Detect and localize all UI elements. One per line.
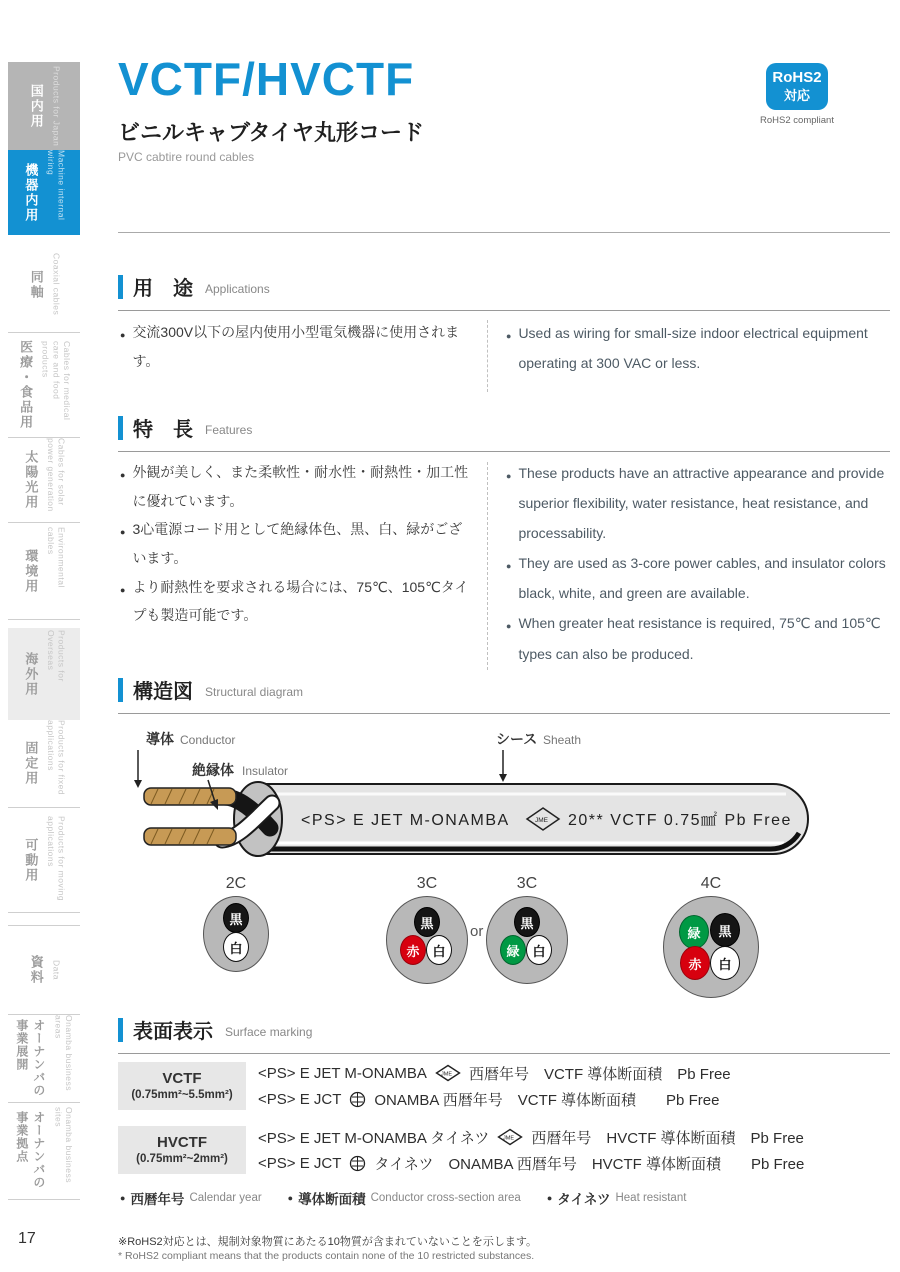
cross-section-4c (663, 875, 759, 998)
features-en-text: They are used as 3-core power cables, and insulator colors black, white, and green are available. (518, 555, 886, 602)
marking-product-range: (0.75mm²~5.5mm²) (131, 1089, 233, 1102)
sidebar-item-label: 資料 (28, 955, 44, 985)
list-item (120, 318, 476, 375)
list-item (120, 458, 476, 515)
sidebar-item-machine-internal-wiring[interactable] (8, 150, 80, 235)
bullet-icon: ● (120, 584, 126, 595)
core-black: 黒 (710, 913, 740, 947)
cross-sections-row (118, 875, 890, 1010)
sidebar-item-label: 可動用 (23, 837, 39, 883)
marking-line: <PS> E JET M-ONAMBA タイネツ JME 西暦年号 HVCTF 導体断面積 Pb Free (258, 1129, 804, 1147)
bullet-icon: ● (506, 331, 512, 341)
sidebar-item-label: 太陽光用 (23, 450, 39, 510)
rohs2-badge-line1: RoHS2 (772, 69, 822, 86)
section-structural-diagram-header (118, 675, 890, 714)
features-en-text: When greater heat resistance is required, 75℃ and 105℃ types can also be produced. (518, 615, 881, 662)
section-accent-bar (118, 678, 123, 702)
rohs-footnote-jp: ※RoHS2対応とは、規制対象物質にあたる10物質が含まれていないことを示します。 (118, 1236, 538, 1248)
bullet-icon: ● (506, 621, 512, 632)
subtitle-english: PVC cabtire round cables (118, 150, 255, 164)
sidebar-item-coaxial[interactable] (8, 237, 80, 333)
list-item (120, 573, 476, 630)
sidebar-item-sublabel: Onamba business sites (53, 1107, 75, 1184)
core-black: 黒 (223, 903, 249, 933)
sidebar-item-label: 医療・食品用 (18, 340, 34, 430)
or-label: or (470, 923, 484, 940)
core-white: 白 (526, 935, 552, 965)
sidebar-item-sublabel: Onamba business areas (53, 1015, 75, 1092)
cross-section-2c (203, 875, 269, 972)
cable-print-right: 20** VCTF 0.75㎟ Pb Free (568, 812, 792, 829)
bullet-icon: ● (120, 527, 126, 538)
sidebar-item-data[interactable] (8, 925, 80, 1015)
marking-row-vctf (118, 1060, 890, 1114)
sidebar-item-sublabel: Cables for solar power generation (46, 438, 67, 512)
features-jp-text: より耐熱性を要求される場合には、75℃、105℃タイプも製造可能です。 (132, 578, 469, 624)
cable-cross-circle (663, 896, 759, 998)
section-surface-marking-header (118, 1015, 890, 1054)
section-title-en: Features (205, 422, 253, 437)
core-red: 赤 (400, 935, 426, 965)
cross-section-label: 3C (516, 875, 538, 892)
bullet-icon: ● (506, 471, 512, 481)
marking-product-name: VCTF (162, 1069, 202, 1087)
section-title-en: Structural diagram (205, 684, 304, 699)
conductor-label-jp: 導体 (146, 731, 174, 747)
features-japanese-column (120, 458, 476, 630)
list-item (506, 548, 892, 608)
sidebar-item-sublabel: Environmental cables (46, 527, 67, 588)
cross-section-label: 2C (225, 875, 247, 892)
bullet-icon: ● (287, 1193, 294, 1203)
jme-mark-icon (497, 1128, 523, 1146)
jct-mark-icon (349, 1091, 366, 1108)
page-number: 17 (18, 1230, 36, 1247)
bullet-icon: ● (120, 470, 126, 480)
list-item (506, 458, 892, 548)
rohs2-badge-line2: 対応 (783, 87, 810, 103)
conductor-label-en: Conductor (180, 733, 236, 747)
sidebar-item-sublabel: Products for Japan (51, 65, 62, 147)
sidebar-item-sublabel: Products for moving applications (46, 816, 67, 902)
features-english-column (506, 458, 892, 669)
jct-mark-icon (349, 1155, 366, 1172)
list-item (506, 608, 892, 668)
cable-structure-diagram (118, 722, 890, 877)
page-title: VCTF/HVCTF (118, 53, 415, 105)
section-title-en: Surface marking (225, 1024, 313, 1039)
core-black: 黒 (514, 907, 540, 937)
cable-cross-circle (386, 896, 468, 984)
bullet-icon: ● (120, 330, 126, 340)
bullet-icon: ● (120, 1193, 126, 1203)
insulator-label-jp: 絶縁体 (192, 762, 234, 778)
sidebar-item-solar[interactable] (8, 438, 80, 523)
section-features-header (118, 413, 890, 452)
sidebar-item-overseas[interactable] (8, 628, 80, 720)
core-green: 緑 (500, 935, 526, 965)
svg-text:JME: JME (535, 817, 548, 824)
rohs-footnote-en: * RoHS2 compliant means that the products contain none of the 10 restricted substances. (118, 1250, 535, 1262)
subtitle-japanese: ビニルキャブタイヤ丸形コード (118, 120, 425, 145)
arrow-down-icon (499, 774, 507, 782)
sidebar-item-label: 機器内用 (23, 162, 39, 223)
bullet-icon: ● (506, 561, 512, 572)
sidebar-item-label: 同軸 (28, 269, 44, 300)
sidebar-item-sublabel: Cables for medical care and food products (40, 341, 72, 421)
sidebar-item-products-for-japan[interactable] (8, 62, 80, 150)
features-jp-text: 3心電源コード用として絶縁体色、黒、白、緑がございます。 (132, 521, 463, 567)
lower-conductor (144, 828, 236, 845)
marking-product-box (118, 1126, 246, 1174)
core-black: 黒 (414, 907, 440, 937)
header-divider (118, 232, 890, 233)
insulator-label-en: Insulator (242, 764, 289, 778)
cross-section-3c-green (486, 875, 568, 984)
legend-item: ● タイネツ Heat resistant (546, 1192, 687, 1207)
sidebar-item-business-sites[interactable] (8, 1103, 80, 1200)
core-white: 白 (223, 932, 249, 962)
sidebar-item-sublabel: Coaxial cables (51, 253, 62, 316)
core-red: 赤 (680, 946, 710, 980)
applications-jp-text: 交流300V以下の屋内使用小型電気機器に使用されます。 (132, 324, 460, 369)
section-title-en: Applications (205, 281, 270, 296)
list-item (120, 515, 476, 572)
arrow-down-icon (134, 780, 142, 788)
sidebar-item-environmental[interactable] (8, 523, 80, 620)
cable-cross-circle (486, 896, 568, 984)
svg-text:JME: JME (440, 1071, 452, 1078)
column-divider (487, 320, 488, 392)
marking-line: <PS> E JCT タイネツ ONAMBA 西暦年号 HVCTF 導体断面積 Pb Free (258, 1154, 805, 1173)
features-en-text: These products have an attractive appearance and provide superior flexibility, water resistance, heat resistance, and processability. (518, 465, 885, 542)
sheath-label-en: Sheath (543, 733, 582, 747)
sidebar-item-moving[interactable] (8, 808, 80, 913)
sidebar-item-business-areas[interactable] (8, 1015, 80, 1103)
svg-text:JME: JME (503, 1135, 515, 1142)
sidebar-item-sublabel: Products for Overseas (46, 630, 67, 682)
sidebar-item-medical-food[interactable] (8, 333, 80, 438)
sidebar-item-sublabel: Data (51, 960, 62, 980)
marking-row-hvctf (118, 1124, 890, 1178)
cable-cross-circle (203, 896, 269, 972)
marking-product-name: HVCTF (157, 1133, 207, 1151)
sidebar-item-sublabel: Products for fixed applications (46, 720, 67, 796)
sidebar-item-sublabel: Machine internal wiring (46, 150, 67, 221)
list-item (506, 318, 892, 378)
sheath-label-jp: シース (496, 731, 538, 747)
main-content (118, 0, 890, 1272)
sidebar-item-fixed[interactable] (8, 720, 80, 808)
core-white: 白 (426, 935, 452, 965)
sidebar-item-label: オーナンバの事業拠点 (14, 1111, 46, 1189)
legend-item: ● 導体断面積 Conductor cross-section area (287, 1192, 521, 1207)
sidebar-item-label: 環境用 (23, 548, 39, 594)
core-green: 緑 (679, 915, 709, 949)
cross-section-3c-red (386, 875, 468, 984)
cable-print-left: <PS> E JET M-ONAMBA (301, 812, 510, 829)
bullet-icon: ● (546, 1193, 553, 1203)
rohs2-badge (766, 63, 828, 110)
core-white: 白 (710, 946, 740, 980)
applications-english-column (506, 318, 892, 378)
jme-mark-icon (435, 1064, 461, 1082)
applications-japanese-column (120, 318, 476, 375)
sidebar-item-label: オーナンバの事業展開 (14, 1018, 46, 1097)
upper-conductor (144, 788, 236, 805)
applications-en-text: Used as wiring for small-size indoor electrical equipment operating at 300 VAC or less. (518, 325, 868, 372)
section-accent-bar (118, 1018, 123, 1042)
cross-section-label: 3C (416, 875, 438, 892)
marking-product-range: (0.75mm²~2mm²) (136, 1153, 228, 1166)
legend-item: ● 西暦年号 Calendar year (120, 1192, 262, 1207)
sidebar-item-label: 海外用 (23, 651, 39, 697)
section-accent-bar (118, 275, 123, 299)
features-jp-text: 外観が美しく、また柔軟性・耐水性・耐熱性・加工性に優れています。 (132, 464, 469, 509)
section-title-jp: 特 長 (133, 419, 193, 441)
column-divider (487, 462, 488, 670)
marking-line: <PS> E JET M-ONAMBA JME 西暦年号 VCTF 導体断面積 Pb Free (258, 1064, 731, 1083)
marking-product-box (118, 1062, 246, 1110)
cross-section-label: 4C (700, 875, 722, 892)
rohs2-caption: RoHS2 compliant (760, 115, 834, 126)
section-title-jp: 構造図 (133, 681, 193, 703)
marking-line: <PS> E JCT ONAMBA 西暦年号 VCTF 導体断面積 Pb Free (258, 1090, 720, 1109)
section-accent-bar (118, 416, 123, 440)
section-title-jp: 表面表示 (133, 1021, 213, 1043)
section-applications-header (118, 272, 890, 311)
section-title-jp: 用 途 (133, 278, 193, 300)
marking-legend (120, 1188, 686, 1208)
sidebar-item-label: 固定用 (23, 741, 39, 786)
sidebar-item-label: 国内用 (28, 83, 44, 129)
